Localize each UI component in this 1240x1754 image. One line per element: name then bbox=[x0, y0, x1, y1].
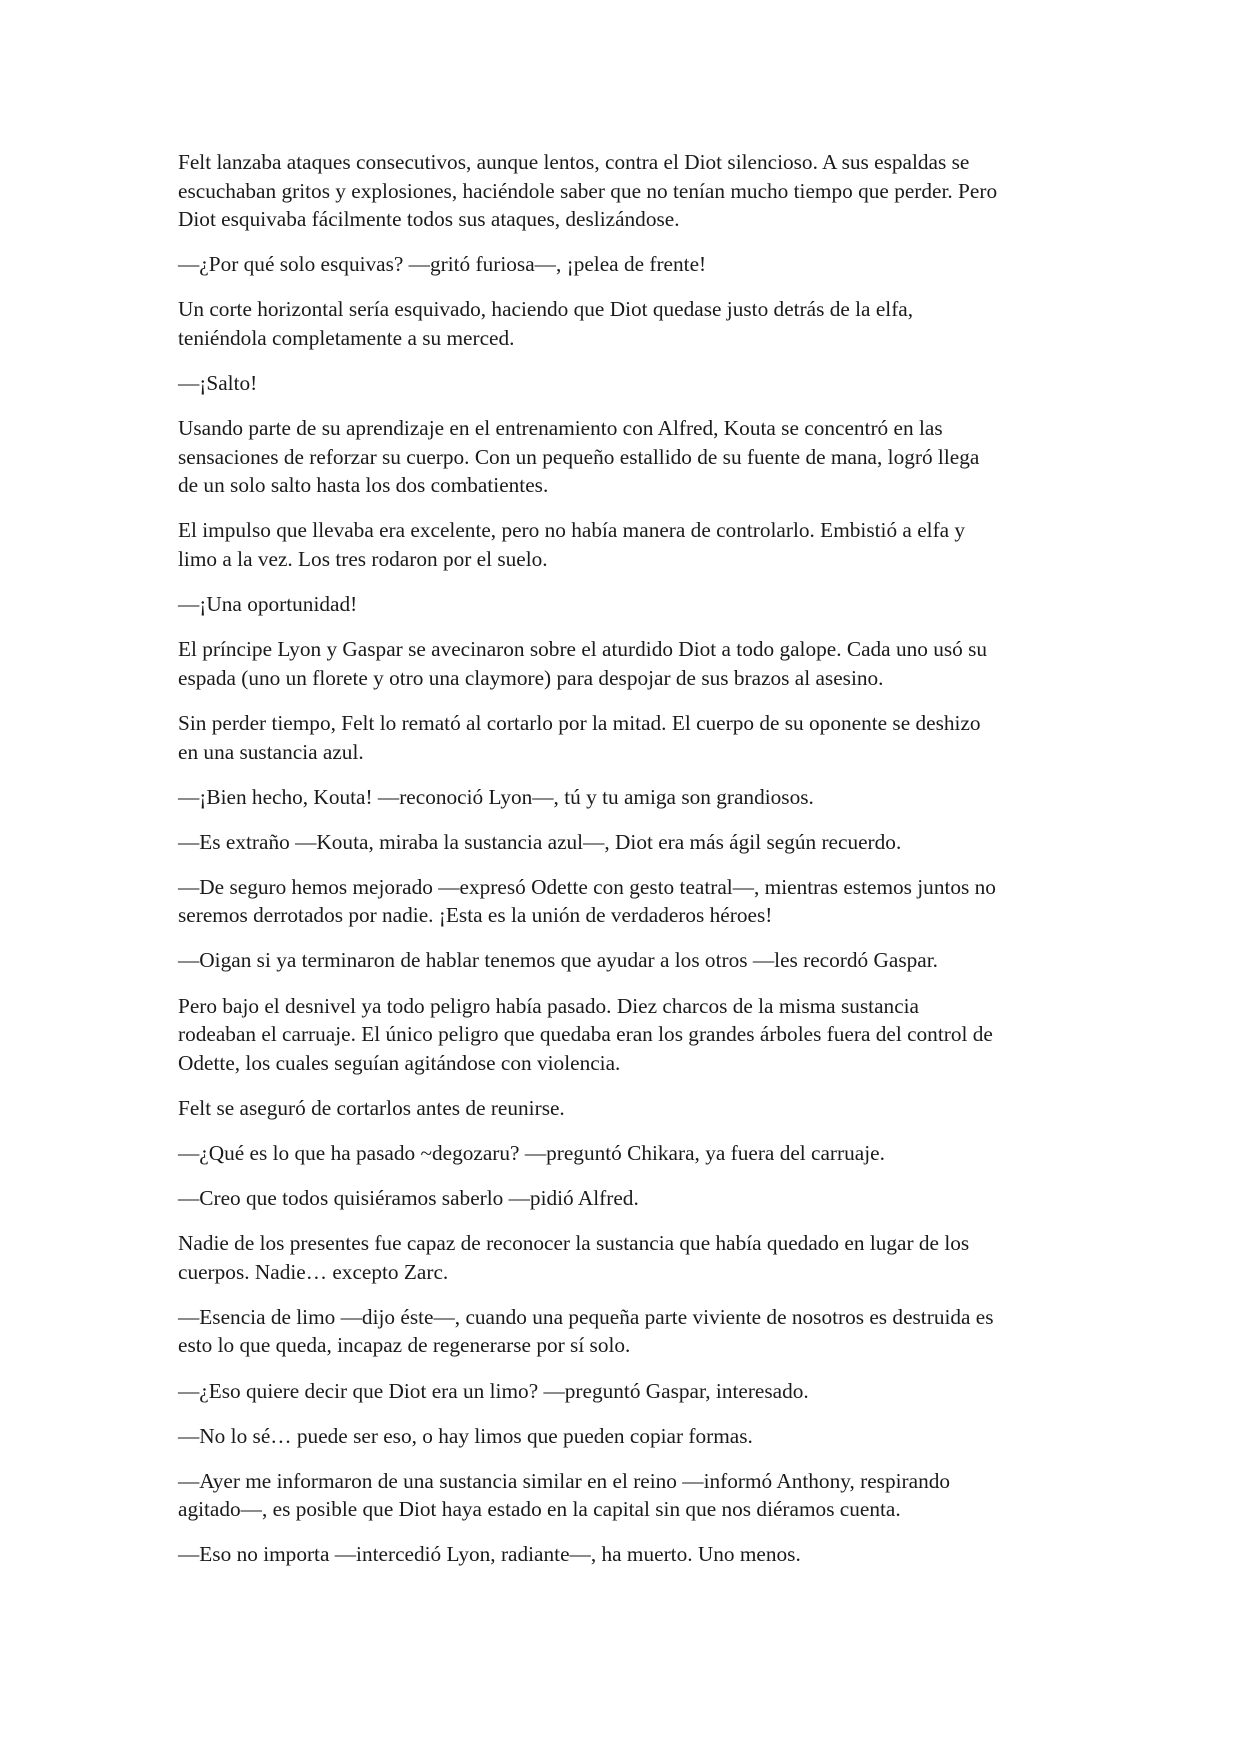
text-line: Sin perder tiempo, Felt lo remató al cortarlo por la mitad. El cuerpo de su oponente se deshizo bbox=[178, 710, 981, 735]
text-line: Felt se aseguró de cortarlos antes de reunirse. bbox=[178, 1095, 565, 1120]
paragraph bbox=[178, 1229, 1078, 1286]
paragraph bbox=[178, 1184, 1078, 1213]
paragraph bbox=[178, 873, 1078, 930]
text-line: escuchaban gritos y explosiones, haciéndole saber que no tenían mucho tiempo que perder. Pero bbox=[178, 178, 998, 203]
paragraph bbox=[178, 414, 1078, 500]
paragraph bbox=[178, 783, 1078, 812]
text-line: de un solo salto hasta los dos combatientes. bbox=[178, 473, 549, 498]
text-line: —Ayer me informaron de una sustancia similar en el reino —informó Anthony, respirando bbox=[178, 1468, 951, 1493]
paragraph bbox=[178, 828, 1078, 857]
text-line: Felt lanzaba ataques consecutivos, aunque lentos, contra el Diot silencioso. A sus espaldas se bbox=[178, 150, 970, 174]
text-line: Pero bajo el desnivel ya todo peligro había pasado. Diez charcos de la misma sustancia bbox=[178, 993, 920, 1018]
paragraph bbox=[178, 148, 1078, 234]
paragraph bbox=[178, 1094, 1078, 1123]
paragraph bbox=[178, 1422, 1078, 1451]
text-line: —¿Eso quiere decir que Diot era un limo? —preguntó Gaspar, interesado. bbox=[178, 1378, 809, 1403]
text-line: esto lo que queda, incapaz de regenerarse por sí solo. bbox=[178, 1333, 631, 1358]
paragraph bbox=[178, 516, 1078, 573]
paragraph bbox=[178, 295, 1078, 352]
text-line: Un corte horizontal sería esquivado, haciendo que Diot quedase justo detrás de la elfa, bbox=[178, 297, 914, 322]
text-line: —Eso no importa —intercedió Lyon, radiante—, ha muerto. Uno menos. bbox=[178, 1542, 801, 1567]
text-line: en una sustancia azul. bbox=[178, 739, 364, 764]
text-line: seremos derrotados por nadie. ¡Esta es la unión de verdaderos héroes! bbox=[178, 903, 773, 928]
text-line: —¡Salto! bbox=[178, 371, 258, 396]
text-line: teniéndola completamente a su merced. bbox=[178, 325, 515, 350]
paragraph bbox=[178, 1377, 1078, 1406]
text-line: rodeaban el carruaje. El único peligro que quedaba eran los grandes árboles fuera del control de bbox=[178, 1022, 993, 1047]
text-line: sensaciones de reforzar su cuerpo. Con un pequeño estallido de su fuente de mana, logró llega bbox=[178, 444, 980, 469]
text-line: limo a la vez. Los tres rodaron por el suelo. bbox=[178, 547, 548, 572]
text-line: —Esencia de limo —dijo éste—, cuando una pequeña parte viviente de nosotros es destruida es bbox=[178, 1304, 994, 1329]
paragraph bbox=[178, 369, 1078, 398]
text-line: Nadie de los presentes fue capaz de reconocer la sustancia que había quedado en lugar de los bbox=[178, 1231, 970, 1256]
text-line: —No lo sé… puede ser eso, o hay limos que pueden copiar formas. bbox=[178, 1423, 753, 1448]
text-line: —De seguro hemos mejorado —expresó Odette con gesto teatral—, mientras estemos juntos no bbox=[178, 874, 996, 899]
text-line: espada (uno un florete y otro una claymore) para despojar de sus brazos al asesino. bbox=[178, 665, 884, 690]
text-line: cuerpos. Nadie… excepto Zarc. bbox=[178, 1259, 449, 1284]
text-line: Usando parte de su aprendizaje en el entrenamiento con Alfred, Kouta se concentró en las bbox=[178, 416, 943, 441]
paragraph bbox=[178, 250, 1078, 279]
text-line: —Creo que todos quisiéramos saberlo —pidió Alfred. bbox=[178, 1186, 639, 1211]
paragraph bbox=[178, 590, 1078, 619]
paragraph bbox=[178, 1540, 1078, 1569]
document-page bbox=[178, 148, 1078, 1585]
text-line: Diot esquivaba fácilmente todos sus ataques, deslizándose. bbox=[178, 207, 680, 232]
paragraph bbox=[178, 992, 1078, 1078]
text-line: —¿Por qué solo esquivas? —gritó furiosa—, ¡pelea de frente! bbox=[178, 252, 707, 277]
text-line: —¿Qué es lo que ha pasado ~degozaru? —preguntó Chikara, ya fuera del carruaje. bbox=[178, 1140, 885, 1165]
text-line: —Oigan si ya terminaron de hablar tenemos que ayudar a los otros —les recordó Gaspar. bbox=[178, 948, 938, 973]
text-line: El príncipe Lyon y Gaspar se avecinaron sobre el aturdido Diot a todo galope. Cada uno usó su bbox=[178, 637, 988, 662]
text-line: El impulso que llevaba era excelente, pero no había manera de controlarlo. Embistió a elfa y bbox=[178, 518, 966, 543]
paragraph bbox=[178, 946, 1078, 975]
text-line: —¡Una oportunidad! bbox=[178, 592, 358, 617]
text-line: agitado—, es posible que Diot haya estado en la capital sin que nos diéramos cuenta. bbox=[178, 1497, 901, 1522]
paragraph bbox=[178, 1139, 1078, 1168]
text-line: Odette, los cuales seguían agitándose con violencia. bbox=[178, 1050, 621, 1075]
paragraph bbox=[178, 635, 1078, 692]
paragraph bbox=[178, 709, 1078, 766]
paragraph bbox=[178, 1467, 1078, 1524]
text-line: —¡Bien hecho, Kouta! —reconoció Lyon—, tú y tu amiga son grandiosos. bbox=[178, 784, 814, 809]
text-line: —Es extraño —Kouta, miraba la sustancia azul—, Diot era más ágil según recuerdo. bbox=[178, 829, 902, 854]
paragraph bbox=[178, 1303, 1078, 1360]
